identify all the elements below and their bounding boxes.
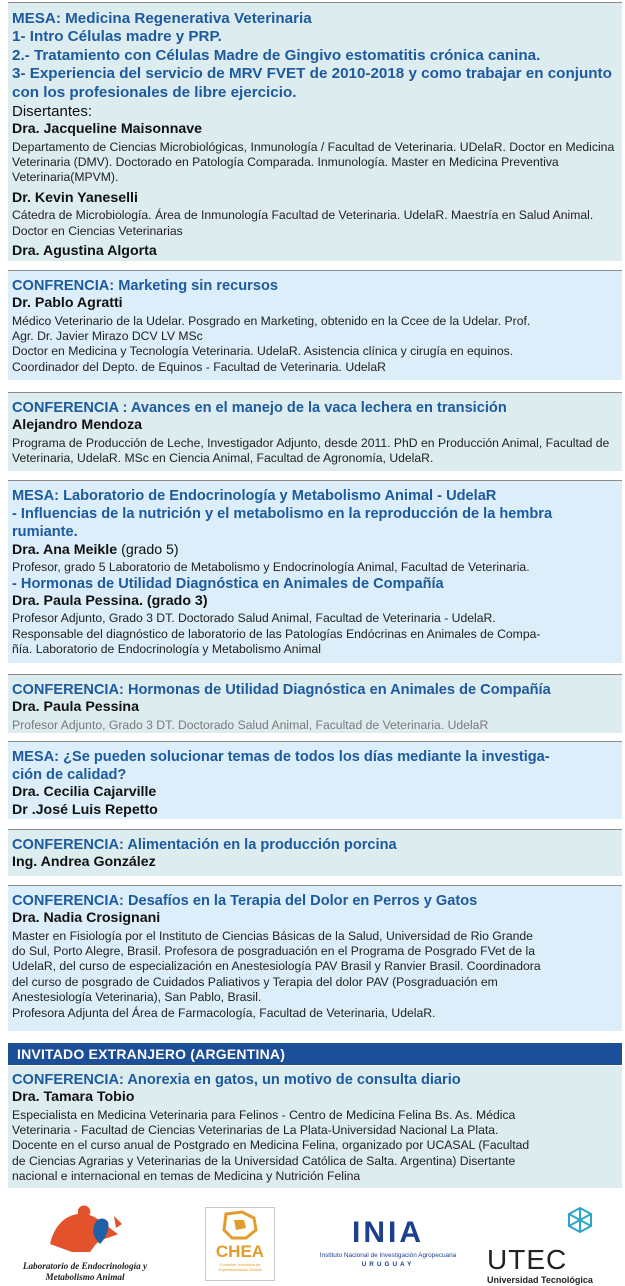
mesa-topic: - Influencias de la nutrición y el metabolismo en la reproducción de la hembra rumiante. xyxy=(12,506,553,540)
mesa-regenerativa xyxy=(8,2,622,261)
speaker-bio-line: Coordinador del Depto. de Equinos - Facultad de Veterinaria. UdelaR xyxy=(12,359,386,374)
speaker-bio-line: Veterinaria - Facultad de Ciencias Veterinarias de La Plata-Universidad Nacional La Plata. xyxy=(12,1122,499,1137)
speaker-bio-line: nacional e internacional en temas de Medicina y Nutrición Felina xyxy=(12,1169,361,1184)
speaker-bio-line: Anestesiología Veterinaria), San Pablo, Brasil. xyxy=(12,990,262,1005)
speaker-name: Ing. Andrea González xyxy=(12,854,156,870)
speaker-bio: Programa de Producción de Leche, Investigador Adjunto, desde 2011. PhD en Producción Animal, Facultad de Veterinaria, UdelaR. MSc en Ciencia Animal, Facultad de Agronomía, UdelaR. xyxy=(12,435,610,465)
speaker-bio: Profesor, grado 5 Laboratorio de Metabolismo y Endocrinología Animal, Facultad de Veterinaria. xyxy=(12,559,530,574)
inia-subtext: Instituto Nacional de Investigación Agropecuaria xyxy=(319,1252,457,1259)
mesa-endocrinologia xyxy=(8,480,622,663)
chea-logo xyxy=(205,1207,275,1281)
speaker-bio-line: Especialista en Medicina Veterinaria para Felinos - Centro de Medicina Felina Bs. As. Médica xyxy=(12,1107,516,1122)
conference-title: CONFERENCIA: Anorexia en gatos, un motivo de consulta diario xyxy=(12,1072,461,1088)
invitado-banner: INVITADO EXTRANJERO (ARGENTINA) xyxy=(8,1043,622,1065)
speaker-name: Alejandro Mendoza xyxy=(12,417,143,433)
conferencia-anorexia xyxy=(8,1066,622,1188)
speaker-name: Dr. Kevin Yaneselli xyxy=(12,189,138,206)
mesa-investigacion-calidad xyxy=(8,741,622,819)
speaker-bio: Departamento de Ciencias Microbiológicas, Inmunología / Facultad de Veterinaria. UDelaR. Doctor en Medicina Veterinaria (DMV). Doctorado en Patología Comparada. Inmunología. Master en Medicina Preventiva Veterinaria(MPVM). xyxy=(12,139,615,185)
speaker-name: Dra. Jacqueline Maisonnave xyxy=(12,121,203,138)
chea-map-icon xyxy=(206,1208,274,1242)
speaker-bio-line: Master en Fisiología por el Instituto de Ciencias Básicas de la Salud, Universidad de Rio Grande xyxy=(12,928,533,943)
speaker-name: Dra. Agustina Algorta xyxy=(12,243,157,260)
utec-hexagon-icon xyxy=(485,1205,615,1241)
conferencia-hormonas xyxy=(8,674,622,733)
speaker-bio-line: Médico Veterinario de la Udelar. Posgrado en Marketing, obtenido en la Ccee de la Udelar. Prof. xyxy=(12,313,531,328)
mesa-topic: 3- Experiencia del servicio de MRV FVET de 2010-2018 y como trabajar en conjunto con los profesionales de libre ejercicio. xyxy=(12,65,612,101)
speaker-bio: Cátedra de Microbiología. Área de Inmunología Facultad de Veterinaria. UdelaR. Maestría en Salud Animal. Doctor en Ciencias Veterinarias xyxy=(12,208,594,238)
speaker-name: Dra. Paula Pessina xyxy=(12,699,139,715)
speaker-grade: (grado 5) xyxy=(121,542,179,558)
mesa-topic: 2.- Tratamiento con Células Madre de Gingivo estomatitis crónica canina. xyxy=(12,46,541,64)
sponsor-logos xyxy=(0,1200,625,1285)
conference-title: CONFERENCIA: Hormonas de Utilidad Diagnóstica en Animales de Compañía xyxy=(12,682,551,698)
speaker-name: Dr. Pablo Agratti xyxy=(12,295,123,311)
conferencia-vaca-lechera xyxy=(8,392,622,471)
mesa-topic: 1- Intro Células madre y PRP. xyxy=(12,28,222,46)
conferencia-porcina xyxy=(8,829,622,876)
speaker-name: Dra. Paula Pessina. (grado 3) xyxy=(12,592,208,609)
speaker-bio-line: Agr. Dr. Javier Mirazo DCV LV MSc xyxy=(12,328,203,343)
speaker-name: Dra. Cecilia Cajarville xyxy=(12,784,157,800)
speaker-name: Dra. Tamara Tobio xyxy=(12,1089,135,1105)
conference-title: CONFERENCIA : Avances en el manejo de la vaca lechera en transición xyxy=(12,400,507,416)
inia-country: URUGUAY xyxy=(361,1261,415,1268)
speaker-bio: Profesor Adjunto, Grado 3 DT. Doctorado Salud Animal, Facultad de Veterinaria. UdelaR xyxy=(12,717,489,732)
chea-text: CHEA xyxy=(215,1242,265,1261)
speaker-bio-line: de Ciencias Agrarias y Veterinarias de la Universidad Católica de Salta. Argentina) Disertante xyxy=(12,1153,516,1168)
utec-subtext: Universidad Tecnológica xyxy=(487,1275,593,1285)
speaker-bio-line: do Sul, Porto Alegre, Brasil. Profesora de posgraduación en el Programa de Posgrado FVet de la xyxy=(12,943,536,958)
speaker-bio-line: del curso de posgrado de Cuidados Paliativos y Terapia del dolor PAV (Posgraduación em xyxy=(12,974,498,989)
speaker-bio-line: UdelaR, del curso de especialización en Anestesiología PAV Brasil y Ranvier Brasil. Coordinadora xyxy=(12,959,541,974)
mesa-title-line: ción de calidad? xyxy=(12,767,127,783)
mesa-title-line: MESA: ¿Se pueden solucionar temas de todos los días mediante la investiga- xyxy=(12,749,550,765)
speaker-bio-line: Profesora Adjunta del Área de Farmacología, Facultad de Veterinaria, UdelaR. xyxy=(12,1005,436,1020)
lab-logo-caption: Laboratorio de Endocrinología y Metabolismo Animal xyxy=(22,1261,148,1282)
mesa-topic: - Hormonas de Utilidad Diagnóstica en Animales de Compañía xyxy=(12,575,444,592)
conference-title: CONFERENCIA: Desafíos en la Terapia del Dolor en Perros y Gatos xyxy=(12,893,478,909)
speaker-bio-line: Responsable del diagnóstico de laboratorio de las Patologías Endócrinas en Animales de Compa- xyxy=(12,626,541,641)
chea-subtext: Comisión Honoraria de Experimentación Animal xyxy=(218,1262,262,1272)
lab-animal-icon xyxy=(10,1204,160,1256)
inia-text: INIA xyxy=(352,1216,424,1249)
speaker-bio-line: Doctor en Medicina y Tecnología Veterinaria. UdelaR. Asistencia clínica y cirugía en equinos. xyxy=(12,344,514,359)
conference-title: CONFRENCIA: Marketing sin recursos xyxy=(12,278,278,294)
utec-logo xyxy=(485,1205,615,1285)
lab-endocrinologia-logo xyxy=(10,1204,160,1281)
conference-title: CONFERENCIA: Alimentación en la producción porcina xyxy=(12,837,397,853)
speaker-bio-line: Docente en el curso anual de Postgrado en Medicina Felina, organizado por UCASAL (Facultad xyxy=(12,1138,530,1153)
speaker-name-text: Dra. Ana Meikle xyxy=(12,542,118,558)
conferencia-dolor xyxy=(8,885,622,1031)
mesa-title: MESA: Medicina Regenerativa Veterinaria xyxy=(12,10,312,27)
speaker-bio-line: ñía. Laboratorio de Endocrinología y Metabolismo Animal xyxy=(12,642,321,657)
disertantes-label: Disertantes: xyxy=(12,103,93,121)
speaker-name xyxy=(12,542,618,560)
speaker-name: Dr .José Luis Repetto xyxy=(12,801,158,818)
speaker-name: Dra. Nadia Crosignani xyxy=(12,910,161,926)
inia-logo xyxy=(308,1218,468,1278)
conferencia-marketing xyxy=(8,270,622,380)
speaker-bio-line: Profesor Adjunto, Grado 3 DT. Doctorado Salud Animal, Facultad de Veterinaria - UdelaR. xyxy=(12,611,496,626)
mesa-title: MESA: Laboratorio de Endocrinología y Metabolismo Animal - UdelaR xyxy=(12,488,497,504)
utec-text: UTEC xyxy=(487,1244,568,1275)
